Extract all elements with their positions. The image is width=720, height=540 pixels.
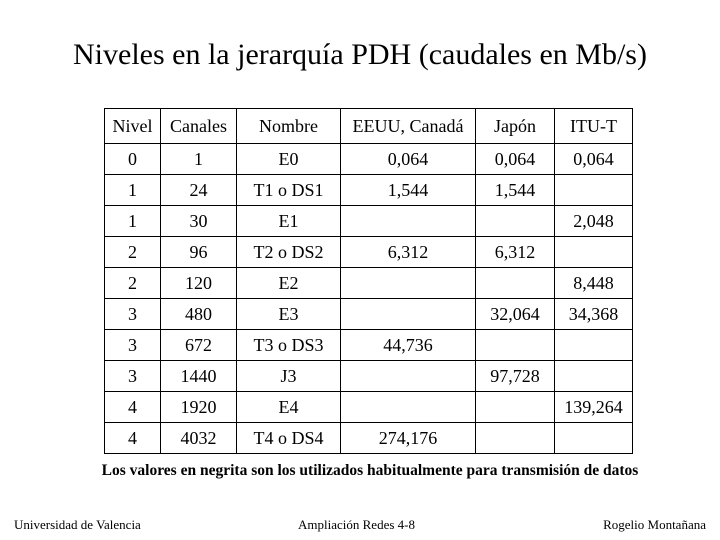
- cell-nivel: 1: [105, 175, 161, 206]
- cell-itu-t: 2,048: [555, 206, 633, 237]
- cell-itu-t: [555, 237, 633, 268]
- column-header-itu-t: ITU-T: [555, 109, 633, 144]
- cell-eeuu-canada: [341, 361, 476, 392]
- cell-japon: 97,728: [476, 361, 555, 392]
- table-header-row: [105, 109, 633, 144]
- cell-eeuu-canada: 1,544: [341, 175, 476, 206]
- cell-itu-t: [555, 361, 633, 392]
- cell-itu-t: [555, 175, 633, 206]
- column-header-eeuu-canada: EEUU, Canadá: [341, 109, 476, 144]
- cell-nombre: E3: [237, 299, 341, 330]
- cell-nivel: 4: [105, 423, 161, 454]
- cell-japon: 6,312: [476, 237, 555, 268]
- cell-nivel: 3: [105, 330, 161, 361]
- cell-nombre: E0: [237, 144, 341, 175]
- cell-nombre: E2: [237, 268, 341, 299]
- pdh-levels-table: [104, 108, 633, 454]
- cell-nivel: 1: [105, 206, 161, 237]
- table-row: [105, 206, 633, 237]
- table-row: [105, 392, 633, 423]
- cell-canales: 30: [161, 206, 237, 237]
- cell-eeuu-canada: [341, 206, 476, 237]
- column-header-nivel: Nivel: [105, 109, 161, 144]
- cell-canales: 1440: [161, 361, 237, 392]
- cell-eeuu-canada: [341, 268, 476, 299]
- cell-japon: [476, 268, 555, 299]
- cell-eeuu-canada: [341, 299, 476, 330]
- table-row: [105, 237, 633, 268]
- cell-itu-t: 34,368: [555, 299, 633, 330]
- cell-canales: 96: [161, 237, 237, 268]
- cell-nivel: 0: [105, 144, 161, 175]
- cell-canales: 672: [161, 330, 237, 361]
- cell-itu-t: 139,264: [555, 392, 633, 423]
- cell-japon: [476, 423, 555, 454]
- table-row: [105, 175, 633, 206]
- cell-japon: [476, 392, 555, 423]
- cell-canales: 480: [161, 299, 237, 330]
- cell-itu-t: [555, 423, 633, 454]
- column-header-japon: Japón: [476, 109, 555, 144]
- cell-nombre: J3: [237, 361, 341, 392]
- table-row: [105, 268, 633, 299]
- cell-itu-t: 8,448: [555, 268, 633, 299]
- cell-itu-t: 0,064: [555, 144, 633, 175]
- table-row: [105, 423, 633, 454]
- footer-university: Universidad de Valencia: [14, 517, 141, 532]
- cell-canales: 1: [161, 144, 237, 175]
- cell-nivel: 2: [105, 268, 161, 299]
- cell-nivel: 3: [105, 299, 161, 330]
- cell-nombre: E1: [237, 206, 341, 237]
- cell-japon: 0,064: [476, 144, 555, 175]
- cell-nivel: 4: [105, 392, 161, 423]
- cell-nombre: T4 o DS4: [237, 423, 341, 454]
- cell-japon: 1,544: [476, 175, 555, 206]
- cell-eeuu-canada: 274,176: [341, 423, 476, 454]
- cell-nombre: E4: [237, 392, 341, 423]
- cell-eeuu-canada: 0,064: [341, 144, 476, 175]
- cell-japon: [476, 206, 555, 237]
- column-header-nombre: Nombre: [237, 109, 341, 144]
- table-row: [105, 330, 633, 361]
- cell-japon: 32,064: [476, 299, 555, 330]
- cell-nombre: T3 o DS3: [237, 330, 341, 361]
- cell-canales: 4032: [161, 423, 237, 454]
- footer-course: Ampliación Redes 4-8: [298, 517, 415, 532]
- cell-nivel: 3: [105, 361, 161, 392]
- column-header-canales: Canales: [161, 109, 237, 144]
- bold-values-note: Los valores en negrita son los utilizados habitualmente para transmisión de datos: [101, 462, 639, 479]
- footer-author: Rogelio Montañana: [603, 517, 706, 532]
- cell-eeuu-canada: 6,312: [341, 237, 476, 268]
- cell-eeuu-canada: [341, 392, 476, 423]
- cell-japon: [476, 330, 555, 361]
- page-title: Niveles en la jerarquía PDH (caudales en Mb/s): [73, 38, 647, 71]
- cell-canales: 120: [161, 268, 237, 299]
- cell-itu-t: [555, 330, 633, 361]
- cell-nombre: T1 o DS1: [237, 175, 341, 206]
- cell-canales: 1920: [161, 392, 237, 423]
- table-row: [105, 144, 633, 175]
- cell-eeuu-canada: 44,736: [341, 330, 476, 361]
- cell-nombre: T2 o DS2: [237, 237, 341, 268]
- cell-nivel: 2: [105, 237, 161, 268]
- table-row: [105, 361, 633, 392]
- table-row: [105, 299, 633, 330]
- cell-canales: 24: [161, 175, 237, 206]
